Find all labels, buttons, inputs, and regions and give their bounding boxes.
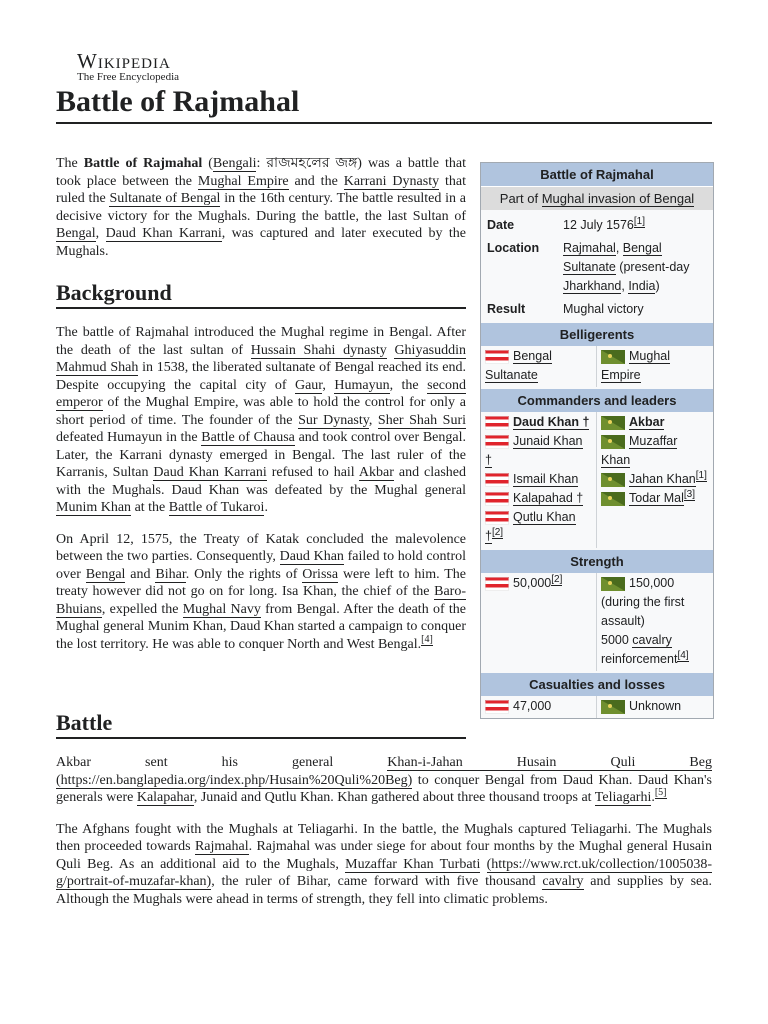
battle-paragraph-2: The Afghans fought with the Mughals at Teliagarhi. In the battle, the Mughals captured Teliagarhi. The Mughals then proceeded towards Rajmahal. Rajmahal was under siege for about four months by the Mughal general Husain Quli Beg. As an additional aid to the Mughals, Muzaffar Khan Turbati (https://www.rct.uk/collection/1005038-g/portrait-of-muzafar-khan), the ruler of Bihar, came forward with five thousand cavalry and supplies by sea. Although the Mughals were ahead in terms of strength, they fell into climatic problems.	[56, 821, 713, 907]
casualties-left: 47,000	[513, 699, 552, 713]
inline-link[interactable]: Teliagarhi	[594, 790, 652, 805]
inline-link[interactable]: Battle of Chausa	[201, 430, 295, 445]
citation-ref[interactable]: [3]	[683, 488, 696, 500]
inline-link[interactable]: Orissa	[302, 566, 339, 582]
inline-link[interactable]: Sultanate of Bengal	[109, 191, 221, 206]
inline-link[interactable]: (https://en.banglapedia.org/index.php/Husain%20Quli%20Beg)	[56, 772, 413, 788]
mughal-flag-icon	[601, 473, 625, 487]
link-mughal-invasion[interactable]: Mughal invasion of Bengal	[541, 191, 695, 206]
commander-item	[485, 432, 592, 470]
mughal-flag-icon	[601, 700, 625, 714]
inline-link[interactable]: Baro-Bhuians	[56, 584, 466, 617]
commander-item	[485, 470, 592, 489]
commanders-left	[481, 412, 597, 548]
background-paragraph-1: The battle of Rajmahal introduced the Mughal regime in Bengal. After the death of the last sultan of Hussain Shahi dynasty Ghiyasuddin Mahmud Shah in 1538, the liberated sultanate of Bengal reached its end. Despite occupying the capital city of Gaur, Humayun, the second emperor of the Mughal Empire, was able to hold the control for only a short period of time. The founder of the Sur Dynasty, Sher Shah Suri defeated Humayun in the Battle of Chausa and took control over Bengal. Later, the Karrani dynasty emerged in Bengal. The last ruler of the Karranis, Sultan Daud Khan Karrani refused to hail Akbar and clashed with the Mughals. Daud Khan was defeated by the Mughal general Munim Khan at the Battle of Tukaroi.	[56, 325, 467, 515]
infobox-subtitle-prefix: Part of	[499, 191, 542, 206]
infobox-subtitle	[481, 186, 713, 210]
inline-link[interactable]: Rajmahal	[194, 839, 249, 854]
bengal-flag-icon	[485, 350, 509, 364]
link-india[interactable]: India	[628, 279, 656, 293]
battle-section	[56, 754, 712, 908]
date-ref[interactable]: [1]	[633, 215, 646, 227]
strength-right-ref[interactable]: [4]	[677, 649, 689, 661]
commander-link[interactable]: Daud Khan †	[513, 415, 590, 429]
strength-heading: Strength	[481, 550, 713, 573]
commander-link[interactable]: Todar Mal	[629, 491, 684, 505]
mughal-flag-icon	[601, 416, 625, 430]
battle-heading: Battle	[56, 709, 466, 739]
bengal-flag-icon	[485, 416, 509, 430]
inline-link[interactable]: Mughal Empire	[197, 173, 289, 189]
inline-link[interactable]: Khan-i-Jahan Husain Quli Beg	[387, 755, 712, 770]
inline-link[interactable]: Kalapahar	[136, 790, 194, 805]
belligerents-heading: Belligerents	[481, 323, 713, 346]
inline-link[interactable]: Humayun	[334, 377, 390, 393]
inline-link[interactable]: Mughal Navy	[182, 601, 261, 617]
casualties-row	[481, 696, 713, 718]
bengal-flag-icon	[485, 473, 509, 487]
background-paragraph-2: On April 12, 1575, the Treaty of Katak concluded the malevolence between the two parties. Consequently, Daud Khan failed to hold control over Bengal and Bihar. Only the rights of Orissa were left to him. The treaty however did not go on for long. Isa Khan, the chief of the Baro-Bhuians, expelled the Mughal Navy from Bengal. After the death of the Mughal general Munim Khan, Daud Khan started a campaign to conquer the lost territory. He was able to conquer North and West Bengal.[4]	[56, 531, 466, 652]
commanders-heading: Commanders and leaders	[481, 389, 713, 412]
result-label: Result	[487, 302, 526, 316]
link-rajmahal[interactable]: Rajmahal	[563, 241, 616, 255]
wikipedia-logo[interactable]	[77, 50, 179, 84]
inline-link[interactable]: Munim Khan	[56, 500, 132, 515]
commander-item	[601, 413, 709, 432]
link-mughal-empire-belligerent[interactable]: Mughal Empire	[601, 349, 670, 382]
commander-link[interactable]: Junaid Khan †	[485, 434, 583, 467]
commander-link[interactable]: Kalapahad †	[513, 491, 584, 505]
commander-link[interactable]: Jahan Khan	[629, 472, 696, 486]
inline-link[interactable]: (https://www.rct.uk/collection/1005038-g/portrait-of-muzafar-khan)	[56, 856, 713, 889]
bengal-flag-icon	[485, 577, 509, 591]
battle-paragraph-1: Akbar sent his general Khan-i-Jahan Husain Quli Beg (https://en.banglapedia.org/index.php/Husain%20Quli%20Beg) to conquer Bengal from Daud Khan. Daud Khan's generals were Kalapahar, Junaid and Qutlu Khan. Khan gathered about three thousand troops at Teliagarhi.[5]	[56, 755, 712, 805]
logo-tagline: The Free Encyclopedia	[77, 71, 180, 83]
commander-item	[485, 508, 592, 546]
location-label: Location	[487, 241, 540, 255]
bengal-flag-icon	[485, 435, 509, 449]
citation-ref[interactable]: [1]	[695, 469, 707, 481]
inline-link[interactable]: Bihar	[155, 566, 186, 582]
strength-right-1: 150,000 (during the first assault)	[601, 576, 685, 628]
background-heading: Background	[56, 279, 466, 309]
infobox-result-row	[481, 298, 713, 321]
bengal-flag-icon	[485, 492, 509, 506]
commander-item	[601, 489, 709, 508]
result-value: Mughal victory	[563, 302, 644, 316]
inline-link[interactable]: Muzaffar Khan Turbati	[345, 856, 481, 872]
inline-link[interactable]: cavalry	[542, 874, 584, 889]
inline-link[interactable]: Karrani Dynasty	[343, 173, 440, 189]
commander-link[interactable]: Qutlu Khan †	[485, 510, 576, 543]
inline-link[interactable]: Bengali	[212, 156, 257, 171]
inline-link[interactable]: Daud Khan Karrani	[153, 465, 267, 480]
inline-link[interactable]: Sher Shah Suri	[377, 412, 467, 428]
inline-link[interactable]: Hussain Shahi dynasty	[250, 342, 387, 358]
strength-left-ref[interactable]: [2]	[551, 573, 563, 585]
infobox-location-row	[481, 237, 713, 298]
inline-link[interactable]: Battle of Tukaroi	[168, 500, 265, 515]
logo-wordmark: Wikipedia	[77, 49, 171, 73]
commander-item	[601, 470, 709, 489]
link-bengal-sultanate[interactable]: Bengal Sultanate	[563, 241, 662, 274]
inline-link[interactable]: Akbar	[358, 465, 394, 480]
citation-ref[interactable]: [2]	[491, 526, 504, 538]
intro-paragraph: The Battle of Rajmahal (Bengali: রাজমহলের জঙ্গ) was a battle that took place between the Mughal Empire and the Karrani Dynasty that ruled the Sultanate of Bengal in the 16th century. The battle resulted in a decisive victory for the Mughals. During the battle, the last Sultan of Bengal, Daud Khan Karrani, was captured and later executed by the Mughals.	[56, 156, 467, 259]
commander-link[interactable]: Muzaffar Khan	[601, 434, 678, 467]
commander-item	[485, 489, 592, 508]
inline-link[interactable]: Daud Khan	[279, 549, 344, 564]
belligerents-row	[481, 346, 713, 387]
intro-section	[56, 155, 466, 260]
citation-ref[interactable]: [5]	[654, 787, 667, 799]
commander-link[interactable]: Akbar	[629, 415, 665, 429]
citation-ref[interactable]: [4]	[421, 633, 433, 645]
date-label: Date	[487, 218, 515, 232]
mughal-flag-icon	[601, 435, 625, 449]
background-section	[56, 324, 466, 653]
location-value: Rajmahal, Bengal Sultanate (present-day Jharkhand, India)	[563, 241, 690, 293]
infobox	[480, 162, 714, 719]
page-title: Battle of Rajmahal	[56, 82, 712, 124]
link-jharkhand[interactable]: Jharkhand	[563, 279, 622, 293]
inline-link[interactable]: second emperor	[56, 377, 467, 410]
mughal-flag-icon	[601, 492, 625, 506]
commander-link[interactable]: Ismail Khan	[513, 472, 579, 486]
infobox-date-row	[481, 214, 713, 237]
strength-left: 50,000	[513, 576, 552, 590]
link-bengal-sultanate-belligerent[interactable]: Bengal Sultanate	[485, 349, 552, 382]
commander-item	[601, 432, 709, 470]
link-cavalry-strength[interactable]: cavalry	[632, 633, 672, 647]
bengal-flag-icon	[485, 700, 509, 714]
date-value: 12 July 1576[1]	[563, 215, 646, 232]
commander-item	[485, 413, 592, 432]
inline-link[interactable]: Bengal	[85, 566, 126, 582]
casualties-heading: Casualties and losses	[481, 673, 713, 696]
bold-term: Battle of Rajmahal	[83, 156, 203, 171]
commanders-right	[597, 412, 713, 548]
mughal-flag-icon	[601, 577, 625, 591]
inline-link[interactable]: Ghiyasuddin Mahmud Shah	[56, 342, 466, 375]
inline-link[interactable]: Gaur	[294, 377, 323, 393]
commanders-row	[481, 412, 713, 548]
strength-row: 50,000[2] 150,000 (during the first assault) 5000 cavalry reinforcement[4]	[481, 573, 713, 671]
inline-link[interactable]: Daud Khan Karrani	[105, 226, 222, 241]
bengal-flag-icon	[485, 511, 509, 525]
inline-link[interactable]: Sur Dynasty	[298, 412, 369, 428]
casualties-right: Unknown	[629, 699, 682, 713]
mughal-flag-icon	[601, 350, 625, 364]
infobox-title: Battle of Rajmahal	[481, 163, 713, 186]
inline-link[interactable]: Bengal	[56, 226, 96, 241]
